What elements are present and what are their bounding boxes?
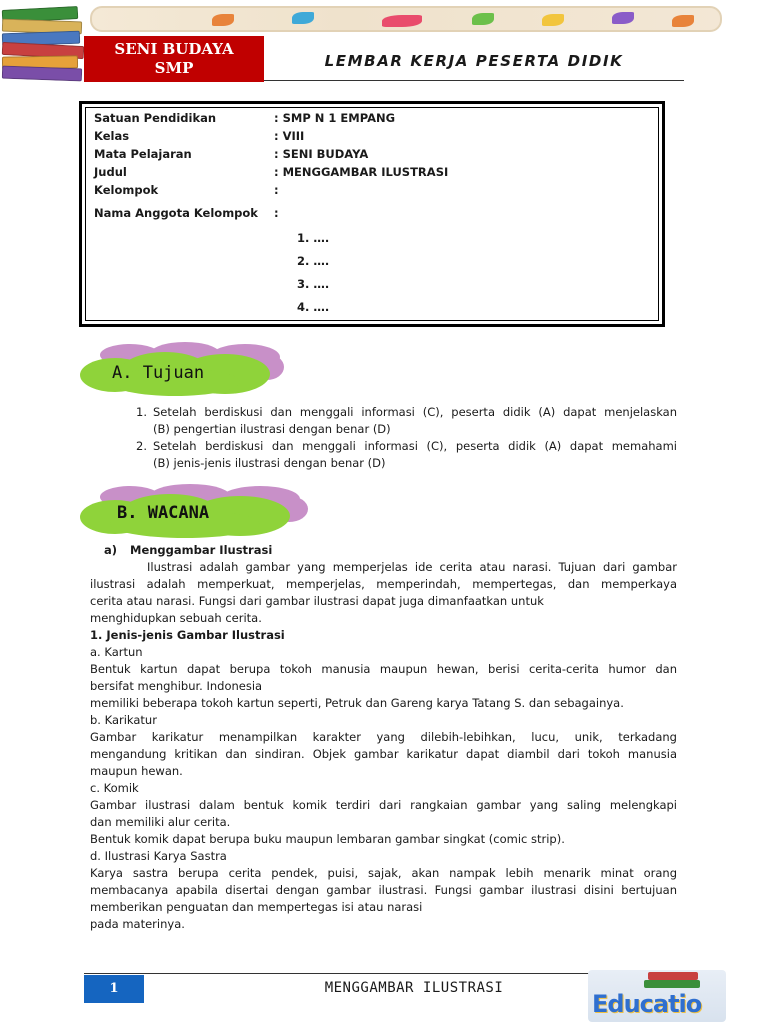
paragraph-line: membacanya apabila disertai dengan gambar ilustrasi. Fungsi gambar ilustrasi disini bertujuan bbox=[90, 883, 677, 897]
identity-label: Judul bbox=[94, 165, 127, 179]
document-title: LEMBAR KERJA PESERTA DIDIK bbox=[324, 52, 624, 70]
paragraph-line: menghidupkan sebuah cerita. bbox=[90, 611, 262, 625]
books-illustration bbox=[0, 4, 84, 80]
identity-label: Nama Anggota Kelompok bbox=[94, 206, 258, 220]
subject-line2: SMP bbox=[154, 59, 194, 77]
sub-title: Menggambar Ilustrasi bbox=[130, 543, 273, 557]
paragraph-line: dan memiliki alur cerita. bbox=[90, 815, 231, 829]
list-number: 2. bbox=[136, 439, 147, 453]
education-logo-image bbox=[588, 970, 726, 1022]
member-line: 3. …. bbox=[297, 277, 330, 291]
member-line: 4. …. bbox=[297, 300, 330, 314]
member-line: 2. …. bbox=[297, 254, 330, 268]
subject-line1: SENI BUDAYA bbox=[114, 40, 234, 58]
item-heading: d. Ilustrasi Karya Sastra bbox=[90, 849, 227, 863]
identity-value: : SMP N 1 EMPANG bbox=[274, 111, 396, 125]
member-line: 1. …. bbox=[297, 231, 330, 245]
identity-value: : VIII bbox=[274, 129, 305, 143]
identity-value: : MENGGAMBAR ILUSTRASI bbox=[274, 165, 449, 179]
list-text: (B) pengertian ilustrasi dengan benar (D) bbox=[153, 422, 391, 436]
list-number: 1. bbox=[136, 405, 147, 419]
footer-title: MENGGAMBAR ILUSTRASI bbox=[324, 980, 504, 996]
identity-label: Mata Pelajaran bbox=[94, 147, 192, 161]
sub-marker: a) bbox=[104, 543, 118, 557]
paragraph-line: Gambar ilustrasi dalam bentuk komik terdiri dari rangkaian gambar yang saling melengkapi bbox=[90, 798, 677, 812]
item-heading: c. Komik bbox=[90, 781, 139, 795]
paragraph-line: bersifat menghibur. Indonesia bbox=[90, 679, 263, 693]
paragraph-line: memiliki beberapa tokoh kartun seperti, Petruk dan Gareng karya Tatang S. dan sebagainya. bbox=[90, 696, 624, 710]
identity-label: Kelas bbox=[94, 129, 130, 143]
list-text: (B) jenis-jenis ilustrasi dengan benar (D) bbox=[153, 456, 386, 470]
identity-value: : SENI BUDAYA bbox=[274, 147, 369, 161]
list-text: Setelah berdiskusi dan menggali informasi (C), peserta didik (A) dapat memahami bbox=[153, 439, 677, 453]
subject-badge bbox=[84, 36, 264, 82]
page-number: 1 bbox=[84, 975, 144, 1003]
identity-value: : bbox=[274, 183, 279, 197]
paragraph-line: pada materinya. bbox=[90, 917, 185, 931]
identity-label: Kelompok bbox=[94, 183, 159, 197]
paragraph-line: memberikan penguatan dan mempertegas isi atau narasi bbox=[90, 900, 423, 914]
paragraph-line: cerita atau narasi. Fungsi dari gambar ilustrasi dapat juga dimanfaatkan untuk bbox=[90, 594, 544, 608]
paragraph-line: ilustrasi adalah memperkuat, memperjelas, memperindah, mempertegas, dan memperkaya bbox=[90, 577, 677, 591]
paragraph-line: Gambar karikatur menampilkan karakter yang dilebih-lebihkan, lucu, unik, terkadang bbox=[90, 730, 677, 744]
subsection-title: 1. Jenis-jenis Gambar Ilustrasi bbox=[90, 628, 285, 642]
paragraph-line: Ilustrasi adalah gambar yang memperjelas ide cerita atau narasi. Tujuan dari gambar bbox=[147, 560, 677, 574]
item-heading: b. Karikatur bbox=[90, 713, 157, 727]
item-heading: a. Kartun bbox=[90, 645, 143, 659]
paragraph-line: maupun hewan. bbox=[90, 764, 183, 778]
section-b-heading: B. WACANA bbox=[117, 503, 210, 523]
paragraph-line: Karya sastra berupa cerita pendek, puisi, sajak, akan nampak lebih menarik minat orang bbox=[90, 866, 677, 880]
paragraph-line: mengandung kritikan dan sindiran. Objek gambar karikatur dapat diambil dari tokoh manusia bbox=[90, 747, 677, 761]
paragraph-line: Bentuk komik dapat berupa buku maupun lembaran gambar singkat (comic strip). bbox=[90, 832, 565, 846]
paragraph-line: Bentuk kartun dapat berupa tokoh manusia maupun hewan, berisi cerita-cerita humor dan bbox=[90, 662, 677, 676]
education-logo-text: Educatio bbox=[592, 990, 702, 1018]
section-a-heading: A. Tujuan bbox=[112, 363, 205, 383]
top-decorative-banner bbox=[90, 6, 722, 32]
list-text: Setelah berdiskusi dan menggali informasi (C), peserta didik (A) dapat menjelaskan bbox=[153, 405, 677, 419]
identity-value: : bbox=[274, 206, 279, 220]
identity-label: Satuan Pendidikan bbox=[94, 111, 217, 125]
header-divider bbox=[264, 80, 684, 81]
